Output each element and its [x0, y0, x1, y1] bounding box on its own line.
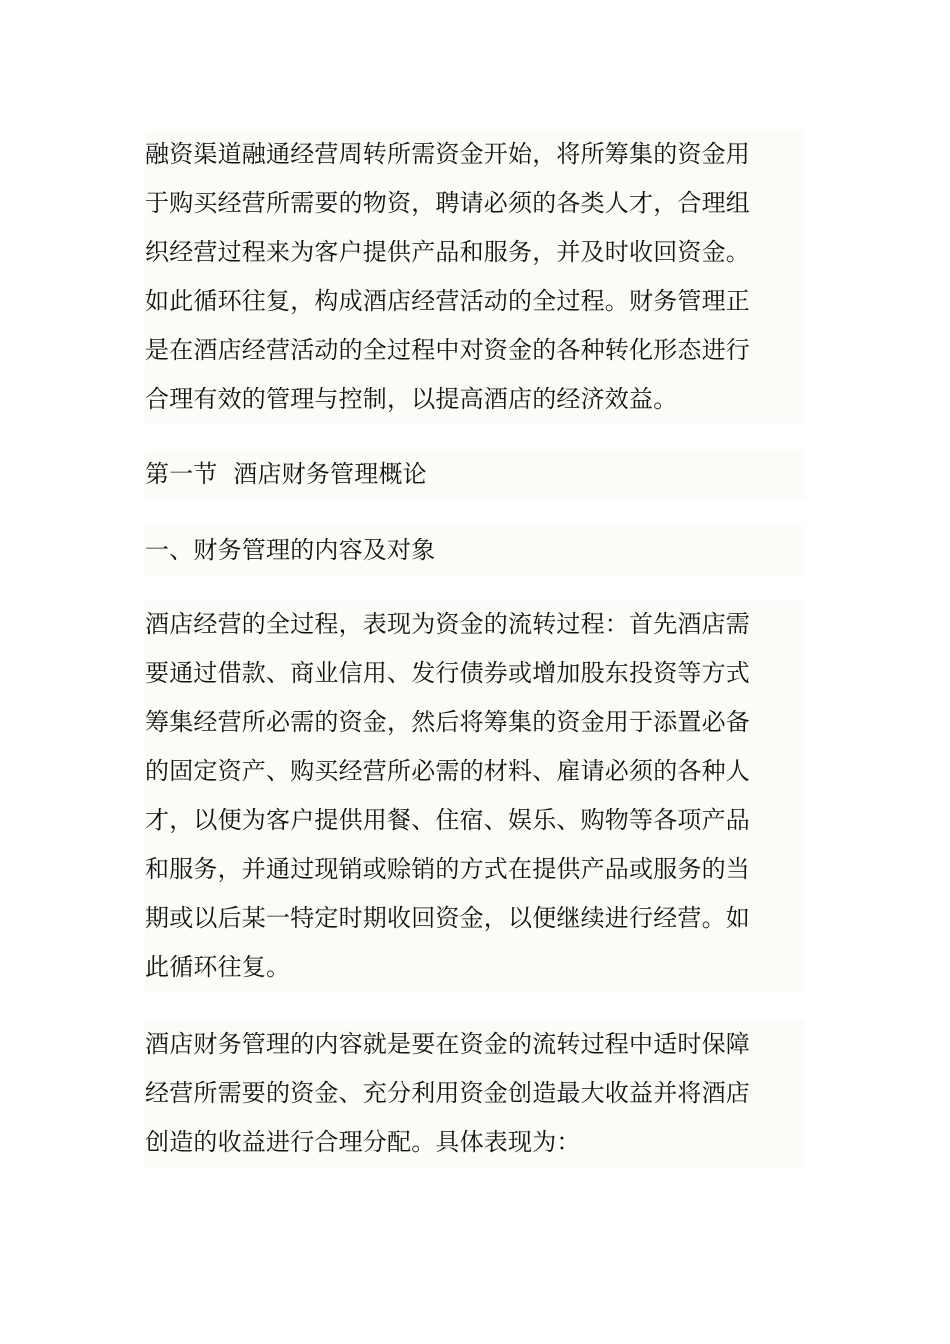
paragraph-intro [145, 130, 805, 424]
paragraph-line: 和服务，并通过现销或赊销的方式在提供产品或服务的当 [145, 855, 750, 883]
paragraph-content [145, 1020, 805, 1167]
paragraph-line: 于购买经营所需要的物资，聘请必须的各类人才，合理组 [145, 189, 750, 217]
paragraph-line: 的固定资产、购买经营所必需的材料、雇请必须的各种人 [145, 757, 750, 785]
subsection-heading [145, 526, 805, 575]
paragraph-line: 酒店经营的全过程，表现为资金的流转过程：首先酒店需 [145, 610, 750, 638]
paragraph-line: 融资渠道融通经营周转所需资金开始，将所筹集的资金用 [145, 140, 750, 168]
paragraph-line: 织经营过程来为客户提供产品和服务，并及时收回资金。 [145, 238, 750, 266]
paragraph-line: 期或以后某一特定时期收回资金，以便继续进行经营。如 [145, 904, 750, 932]
subsection-heading-text: 一、财务管理的内容及对象 [145, 536, 436, 564]
paragraph-line: 才，以便为客户提供用餐、住宿、娱乐、购物等各项产品 [145, 806, 750, 834]
paragraph-line: 是在酒店经营活动的全过程中对资金的各种转化形态进行 [145, 336, 750, 364]
paragraph-capital-flow [145, 600, 805, 992]
paragraph-line: 合理有效的管理与控制，以提高酒店的经济效益。 [145, 385, 678, 413]
paragraph-line: 如此循环往复，构成酒店经营活动的全过程。财务管理正 [145, 287, 750, 315]
section-heading-text: 第一节 酒店财务管理概论 [145, 460, 427, 488]
paragraph-line: 酒店财务管理的内容就是要在资金的流转过程中适时保障 [145, 1030, 750, 1058]
section-heading [145, 450, 805, 499]
paragraph-line: 此循环往复。 [145, 953, 291, 981]
paragraph-line: 经营所需要的资金、充分利用资金创造最大收益并将酒店 [145, 1079, 750, 1107]
paragraph-line: 筹集经营所必需的资金，然后将筹集的资金用于添置必备 [145, 708, 750, 736]
paragraph-line: 要通过借款、商业信用、发行债券或增加股东投资等方式 [145, 659, 750, 687]
paragraph-line: 创造的收益进行合理分配。具体表现为： [145, 1128, 581, 1156]
